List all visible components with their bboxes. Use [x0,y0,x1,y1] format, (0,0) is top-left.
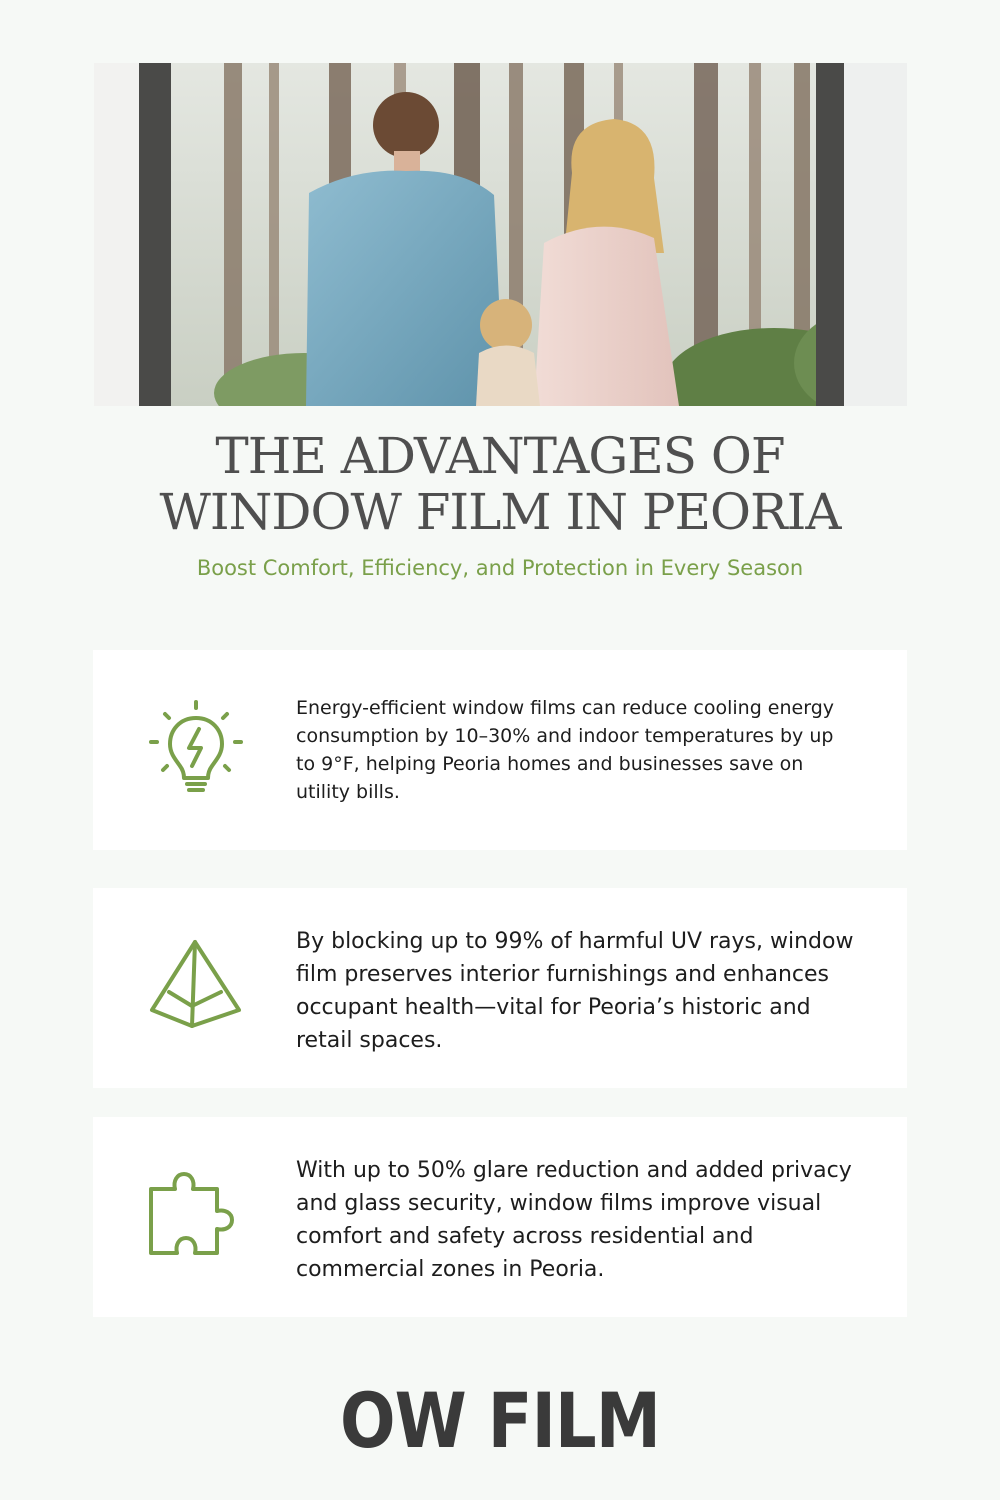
family-at-window-photo [94,63,907,406]
hero-photo [94,63,907,406]
benefit-card-energy-text: Energy-efficient window films can reduce cooling energy consumption by 10–30% and indoor temperatures by up to 9°F, helping Peoria homes and businesses save on utility bills. [296,697,834,803]
page-title [0,428,1000,540]
pyramid-icon [143,934,249,1040]
benefit-card-glare-text: With up to 50% glare reduction and added privacy and glass security, window films improve visual comfort and safety across residential and commercial zones in Peoria. [296,1158,852,1282]
page-subtitle: Boost Comfort, Efficiency, and Protection in Every Season [196,556,804,580]
benefit-card-uv [93,888,907,1088]
brand-logo: OW FILM [339,1376,661,1465]
benefit-card-glare [93,1117,907,1317]
page-title-line-1: THE ADVANTAGES OF [215,427,785,485]
page-title-line-2: WINDOW FILM IN PEORIA [159,483,841,541]
puzzle-piece-icon [143,1163,249,1269]
lightbulb-icon [143,696,249,802]
benefit-card-uv-text: By blocking up to 99% of harmful UV rays, window film preserves interior furnishings and enhances occupant health—vital for Peoria’s historic and retail spaces. [296,929,854,1053]
benefit-card-energy [93,650,907,850]
